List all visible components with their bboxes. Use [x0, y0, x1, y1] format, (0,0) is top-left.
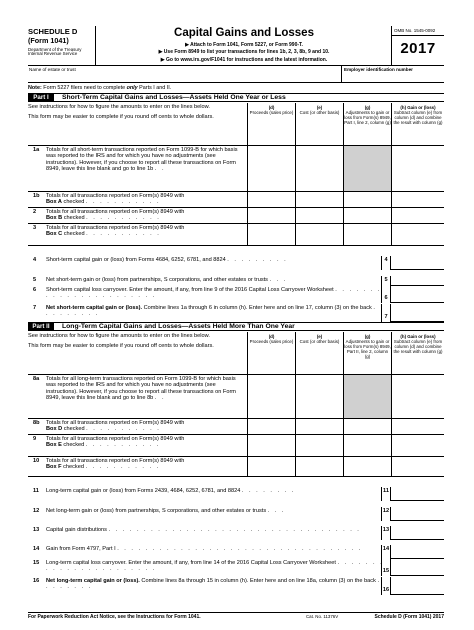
form-id-block	[28, 26, 96, 66]
use-instruction: ▶ Use Form 8949 to list your transactions for lines 1b, 2, 3, 8b, 9 and 10.	[158, 49, 330, 56]
row-1b-col-h[interactable]	[391, 192, 444, 207]
line-12: 12 Net long-term gain or (loss) from partnerships, S corporations, and other estates or trusts . . . 12	[28, 507, 444, 521]
form-number: (Form 1041)	[28, 35, 69, 45]
part1-title: Short-Term Capital Gains and Losses—Assets Held One Year or Less	[62, 94, 286, 101]
part2-column-header	[28, 332, 444, 375]
name-row	[28, 66, 444, 83]
row-8a-col-e[interactable]	[295, 375, 343, 418]
line-11-amount[interactable]	[391, 487, 444, 501]
line-4: 4 Short-term capital gain or (loss) from Forms 4684, 6252, 6781, and 8824 . . . . . . . . . 4	[28, 256, 444, 270]
row-8a-col-g	[343, 375, 391, 418]
row-1a-col-h[interactable]	[391, 146, 444, 191]
paperwork-notice: For Paperwork Reduction Act Notice, see the Instructions for Form 1041.	[28, 614, 201, 620]
title-block	[97, 26, 391, 66]
row-1a-col-e[interactable]	[295, 146, 343, 191]
row-1b-text: Totals for all transactions reported on Form(s) 8949 with Box A checked . . . . . . . . . . .	[46, 193, 185, 206]
line-13-amount[interactable]	[391, 526, 444, 540]
line-14: 14 Gain from Form 4797, Part I . . . . . . . . . . . . . . . . . . . . . . . . . . . . . . . . . . . 14	[28, 545, 444, 559]
line-15-amount[interactable]	[391, 559, 444, 576]
part1-header	[28, 93, 444, 102]
line-5: 5 Net short-term gain or (loss) from partnerships, S corporations, and other estates or trusts . . . 5	[28, 276, 444, 286]
form-footer	[28, 612, 444, 624]
note-prefix: Note:	[28, 85, 44, 91]
part1-col-d: (d) Proceeds (sales price)	[247, 103, 295, 146]
table-row-1b: 1b Totals for all transactions reported on Form(s) 8949 with Box A checked . . . . . . . . . . .	[28, 192, 444, 208]
department-line-1: Department of the Treasury	[28, 46, 82, 52]
goto-instruction: ▶ Go to www.irs.gov/F1041 for instructions and the latest information.	[160, 57, 328, 64]
part1-col-e: (e) Cost (or other basis)	[295, 103, 343, 146]
row-1a-col-d[interactable]	[247, 146, 295, 191]
row-3-text: Totals for all transactions reported on Form(s) 8949 with Box C checked . . . . . . . . . . .	[46, 225, 185, 238]
note-text-2: Parts I and II.	[137, 85, 172, 91]
row-2-col-d[interactable]	[247, 208, 295, 223]
form-footer-id: Schedule D (Form 1041) 2017	[374, 614, 444, 620]
row-9-col-h[interactable]	[391, 435, 444, 456]
row-10-col-e[interactable]	[295, 457, 343, 476]
table-row-9: 9 Totals for all transactions reported on Form(s) 8949 with Box E checked . . . . . . . . . . .	[28, 435, 444, 457]
part2-col-e: (e) Cost (or other basis)	[295, 332, 343, 375]
part1-instruction-1: See instructions for how to figure the amounts to enter on the lines below.	[28, 104, 210, 110]
row-2-col-e[interactable]	[295, 208, 343, 223]
line-11: 11 Long-term capital gain or (loss) from Forms 2439, 4684, 6252, 6781, and 8824 . . . . . . . . 11	[28, 487, 444, 501]
part2-tag: Part II	[28, 323, 54, 330]
row-3-col-e[interactable]	[295, 224, 343, 245]
schedule-label: SCHEDULE D	[28, 27, 78, 36]
ein-field[interactable]: Employer identification number	[341, 66, 413, 83]
row-9-col-e[interactable]	[295, 435, 343, 456]
line-6: 6 Short-term capital loss carryover. Enter the amount, if any, from line 9 of the 2016 Capital Loss Carryover Worksheet . . . . . . . . . . . . . . . . . . . . . . . 6	[28, 286, 444, 303]
form-header	[28, 26, 444, 66]
tax-year: 2017	[400, 40, 436, 58]
omb-block	[391, 26, 444, 66]
attach-instruction: ▶ Attach to Form 1041, Form 5227, or Form 990-T.	[185, 41, 303, 48]
omb-number: OMB No. 1545-0092	[392, 26, 444, 36]
part2-instructions	[28, 333, 244, 354]
department-line-2: Internal Revenue Service	[28, 51, 78, 57]
row-8b-col-h[interactable]	[391, 419, 444, 434]
part1-instruction-2: This form may be easier to complete if you round off cents to whole dollars.	[28, 114, 214, 121]
line-16: 16 Net long-term capital gain or (loss). Combine lines 8a through 15 in column (h). Enter here and on line 18a, column (3) on the back . . . . . . . . 16	[28, 577, 444, 595]
part2-header	[28, 322, 444, 331]
table-row-1a: 1a Totals for all short-term transactions reported on Form 1099-B for which basis was reported to the IRS and for which you have no adjustments (see instructions). However, if you choose to report all these transactions on Form 8949, leave this line blank and go to line 1b . .	[28, 146, 444, 192]
part2-instruction-2: This form may be easier to complete if you round off cents to whole dollars.	[28, 343, 214, 350]
part1-column-header	[28, 103, 444, 146]
row-2-text: Totals for all transactions reported on Form(s) 8949 with Box B checked . . . . . . . . . . .	[46, 209, 185, 222]
line-13: 13 Capital gain distributions . . . . . . . . . . . . . . . . . . . . . . . . . . . . . . . . . . . . 13	[28, 526, 444, 540]
row-8b-col-g[interactable]	[343, 419, 391, 434]
estate-name-field[interactable]: Name of estate or trust	[29, 67, 76, 72]
form-title: Capital Gains and Losses	[174, 27, 314, 39]
table-row-10: 10 Totals for all transactions reported on Form(s) 8949 with Box F checked . . . . . . . . . . .	[28, 457, 444, 477]
part2-instruction-1: See instructions for how to figure the amounts to enter on the lines below.	[28, 333, 210, 339]
catalog-number: Cat. No. 11376V	[306, 614, 339, 619]
row-9-col-d[interactable]	[247, 435, 295, 456]
note-text-1: Form 5227 filers need to complete	[43, 85, 127, 91]
row-10-col-g[interactable]	[343, 457, 391, 476]
part1-col-h: (h) Gain or (loss) Subtract column (e) from column (d) and combine the result with column (g)	[391, 103, 444, 146]
part2-col-g: (g) Adjustments to gain or loss from Form(s) 8949, Part II, line 2, column (g)	[343, 332, 391, 375]
row-9-col-g[interactable]	[343, 435, 391, 456]
row-8a-col-d[interactable]	[247, 375, 295, 418]
note-only: only	[126, 85, 138, 91]
line-12-amount[interactable]	[391, 507, 444, 521]
part2-col-h: (h) Gain or (loss) Subtract column (e) from column (d) and combine the result with column (g)	[391, 332, 444, 375]
line-14-amount[interactable]	[391, 545, 444, 559]
row-1b-col-e[interactable]	[295, 192, 343, 207]
row-8b-col-d[interactable]	[247, 419, 295, 434]
row-8a-text: Totals for all long-term transactions reported on Form 1099-B for which basis was reported to the IRS and for which you have no adjustments (see instructions). However, if you choose to report all these transactions on Form 8949, leave this line blank and go to line 8b . .	[46, 376, 236, 401]
line-15: 15 Long-term capital loss carryover. Enter the amount, if any, from line 14 of the 2016 Capital Loss Carryover Worksheet . . . . . . . . . . . . . . . . . . . . . . . 15	[28, 559, 444, 576]
filer-note	[28, 85, 171, 91]
row-3-col-h[interactable]	[391, 224, 444, 245]
row-10-col-d[interactable]	[247, 457, 295, 476]
row-2-col-g[interactable]	[343, 208, 391, 223]
row-8b-col-e[interactable]	[295, 419, 343, 434]
row-3-col-g[interactable]	[343, 224, 391, 245]
table-row-8b: 8b Totals for all transactions reported on Form(s) 8949 with Box D checked . . . . . . . . . . .	[28, 419, 444, 435]
line-16-amount[interactable]	[391, 577, 444, 595]
row-1b-col-g[interactable]	[343, 192, 391, 207]
row-1b-col-d[interactable]	[247, 192, 295, 207]
line-4-amount[interactable]	[391, 256, 444, 270]
row-10-col-h[interactable]	[391, 457, 444, 476]
table-row-2: 2 Totals for all transactions reported on Form(s) 8949 with Box B checked . . . . . . . . . . .	[28, 208, 444, 224]
part1-tag: Part I	[28, 94, 54, 101]
table-row-8a: 8a Totals for all long-term transactions reported on Form 1099-B for which basis was reported to the IRS and for which you have no adjustments (see instructions). However, if you choose to report all these transactions on Form 8949, leave this line blank and go to line 8b . .	[28, 375, 444, 419]
row-8a-col-h[interactable]	[391, 375, 444, 418]
row-3-col-d[interactable]	[247, 224, 295, 245]
row-2-col-h[interactable]	[391, 208, 444, 223]
row-1a-col-g	[343, 146, 391, 191]
line-5-amount[interactable]	[391, 276, 444, 286]
part1-instructions	[28, 104, 244, 125]
part2-col-d: (d) Proceeds (sales price)	[247, 332, 295, 375]
part1-col-g: (g) Adjustments to gain or loss from Form(s) 8949, Part I, line 2, column (g)	[343, 103, 391, 146]
row-1a-text: Totals for all short-term transactions reported on Form 1099-B for which basis was reported to the IRS and for which you have no adjustments (see instructions). However, if you choose to report all these transactions on Form 8949, leave this line blank and go to line 1b . .	[46, 147, 238, 172]
line-6-amount[interactable]	[391, 286, 444, 303]
line-7-amount[interactable]	[391, 304, 444, 322]
part2-title: Long-Term Capital Gains and Losses—Assets Held More Than One Year	[62, 323, 295, 330]
table-row-3: 3 Totals for all transactions reported on Form(s) 8949 with Box C checked . . . . . . . . . . .	[28, 224, 444, 246]
line-7: 7 Net short-term capital gain or (loss). Combine lines 1a through 6 in column (h). Enter here and on line 17, column (3) on the back . . . . . . . . . 7	[28, 304, 444, 322]
